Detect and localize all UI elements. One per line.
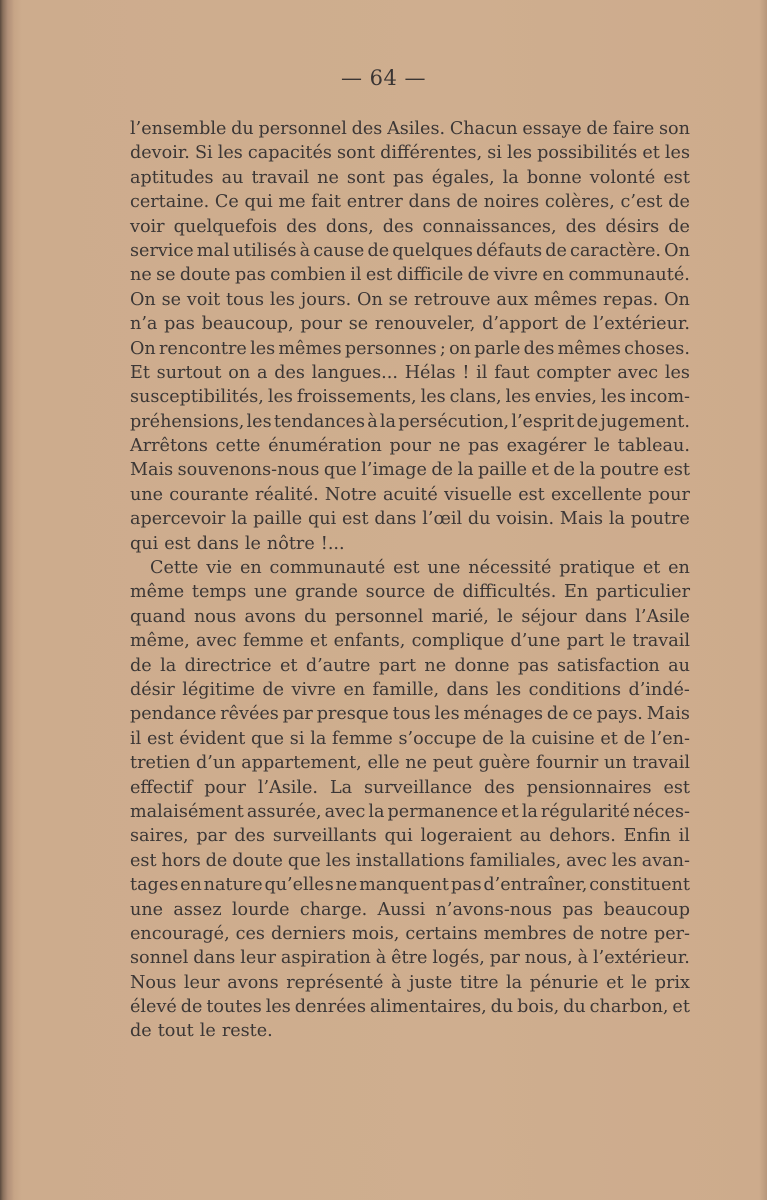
text-line: Mais souvenons-nous que l’image de la paille et de la poutre est [130,460,690,481]
text-line: susceptibilités, les froissements, les clans, les envies, les incom- [130,387,690,408]
text-line: une assez lourde charge. Aussi n’avons-nous pas beaucoup [130,899,690,920]
text-line: saires, par des surveillants qui logeraient au dehors. Enfin il [130,826,690,847]
text-line: aptitudes au travail ne sont pas égales, la bonne volonté est [130,167,690,188]
text-line: sonnel dans leur aspiration à être logés, par nous, à l’extérieur. [130,948,690,969]
text-line: encouragé, ces derniers mois, certains membres de notre per- [130,923,690,944]
text-line: Arrêtons cette énumération pour ne pas exagérer le tableau. [130,436,690,457]
page-edge [759,0,767,1200]
text-line: service mal utilisés à cause de quelques défauts de caractère. On [130,240,690,261]
text-line: de la directrice et d’autre part ne donne pas satisfaction au [130,655,690,676]
text-line: qui est dans le nôtre !... [130,533,345,554]
text-line: n’a pas beaucoup, pour se renouveler, d’apport de l’extérieur. [130,314,690,335]
text-line: élevé de toutes les denrées alimentaires, du bois, du charbon, et [130,997,690,1018]
text-line: l’ensemble du personnel des Asiles. Chacun essaye de faire son [130,119,690,139]
text-line: une courante réalité. Notre acuité visuelle est excellente pour [130,484,690,505]
text-line: préhensions, les tendances à la persécution, l’esprit de jugement. [130,411,690,432]
text-line: tretien d’un appartement, elle ne peut guère fournir un travail [130,753,690,774]
text-line: Nous leur avons représenté à juste titre la pénurie et le prix [130,972,690,993]
text-line: ne se doute pas combien il est difficile de vivre en communauté. [130,265,690,286]
text-line: tages en nature qu’elles ne manquent pas d’entraîner, constituent [130,875,690,896]
text-line: quand nous avons du personnel marié, le séjour dans l’Asile [130,606,690,627]
text-line: malaisément assurée, avec la permanence et la régularité néces- [130,801,690,822]
text-line: pendance rêvées par presque tous les ménages de ce pays. Mais [130,704,690,725]
text-line: est hors de doute que les installations familiales, avec les avan- [130,850,690,871]
text-line: effectif pour l’Asile. La surveillance des pensionnaires est [130,777,690,798]
text-line: désir légitime de vivre en famille, dans les conditions d’indé- [130,679,690,700]
text-line: certaine. Ce qui me fait entrer dans de noires colères, c’est de [130,192,690,213]
text-line: Et surtout on a des langues... Hélas ! il faut compter avec les [130,362,690,383]
text-line: même temps une grande source de difficultés. En particulier [130,582,690,603]
binding-gutter [0,0,14,1200]
text-line: Cette vie en communauté est une nécessité pratique et en [150,558,690,579]
page-number: — 64 — [340,66,427,90]
body-text [130,117,690,1044]
text-line: de tout le reste. [130,1021,273,1042]
text-line: il est évident que si la femme s’occupe de la cuisine et de l’en- [130,728,690,749]
text-line: apercevoir la paille qui est dans l’œil du voisin. Mais la poutre [130,509,690,530]
text-line: On rencontre les mêmes personnes ; on parle des mêmes choses. [130,338,690,359]
text-line: devoir. Si les capacités sont différentes, si les possibilités et les [130,143,690,164]
text-line: On se voit tous les jours. On se retrouve aux mêmes repas. On [130,289,690,310]
text-line: voir quelquefois des dons, des connaissances, des désirs de [130,216,690,237]
text-line: même, avec femme et enfants, complique d’une part le travail [130,631,690,652]
paragraph [130,117,690,556]
paragraph [130,556,690,1044]
